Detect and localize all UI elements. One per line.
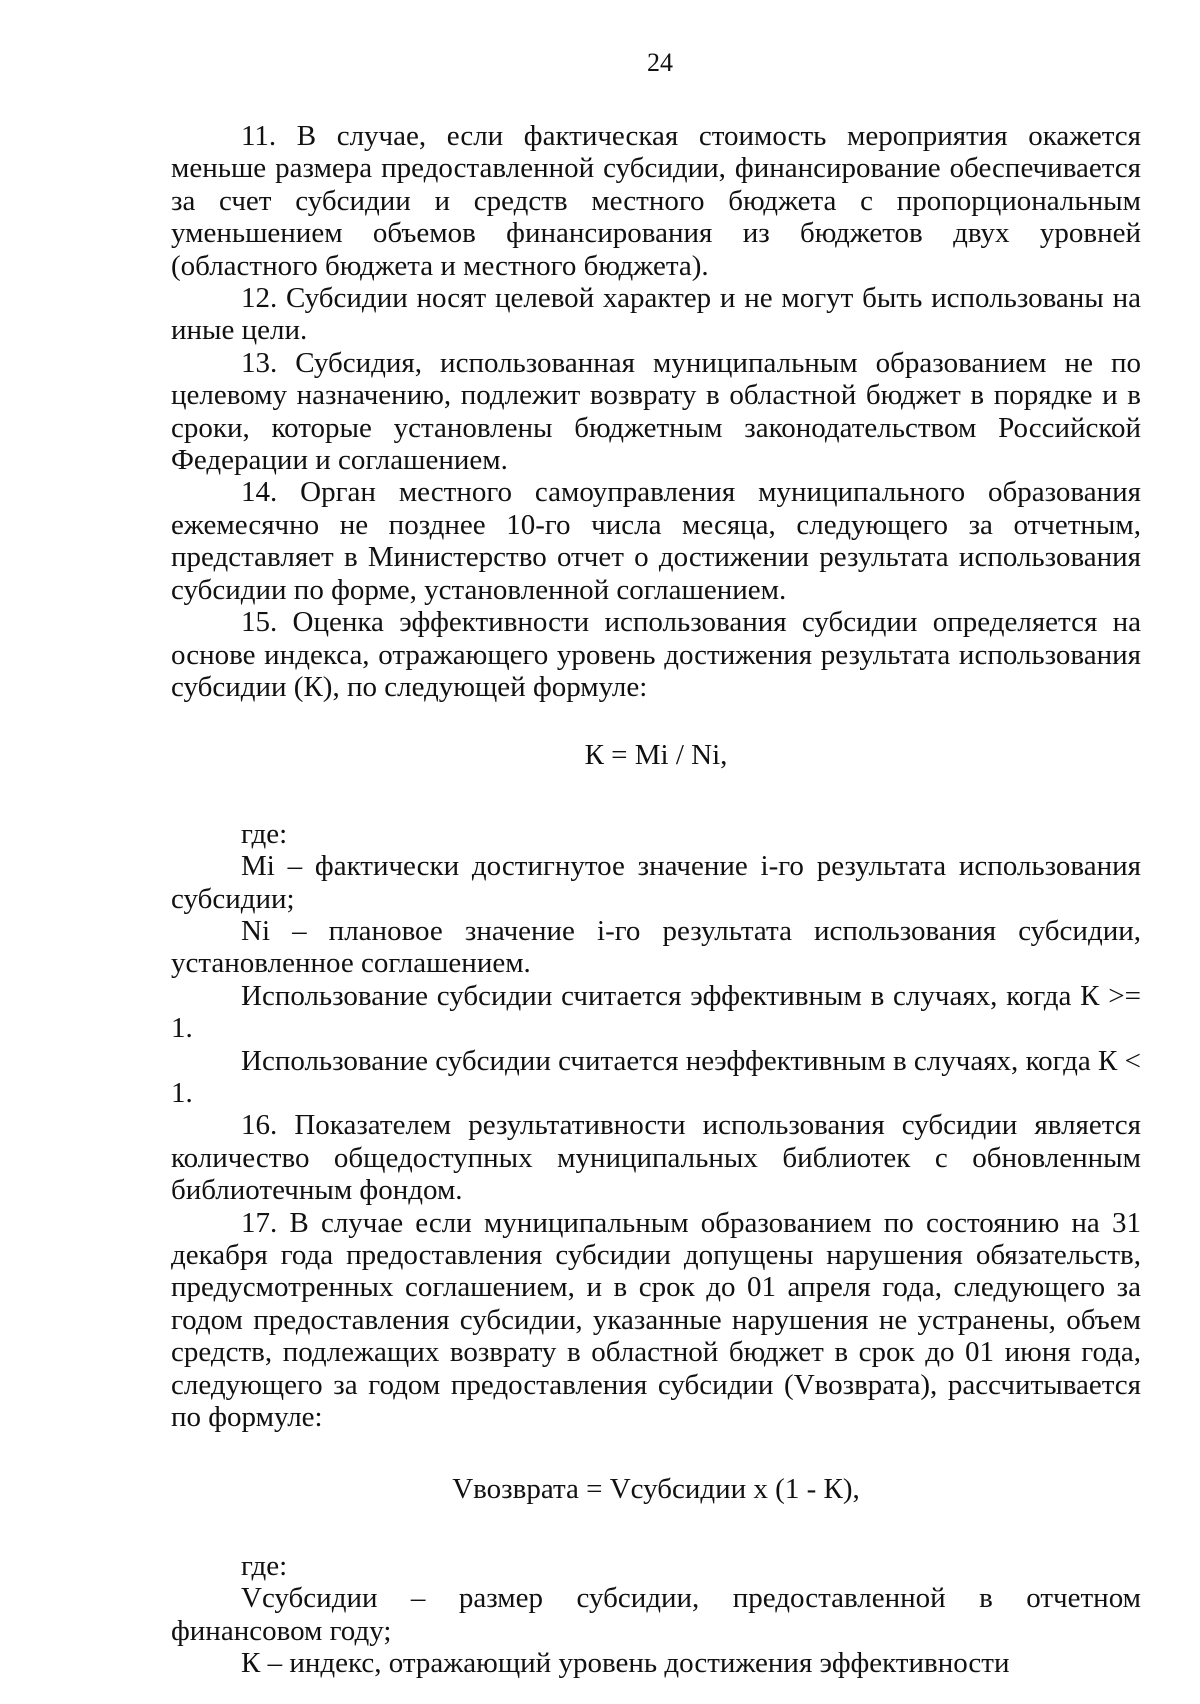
definition-k: К – индекс, отражающий уровень достижения эффективности [241,1647,1010,1680]
definition-ni: Ni – плановое значение i-го результата использования субсидии, установленное соглашением. [171,914,1141,980]
paragraph-11: 11. В случае, если фактическая стоимость мероприятия окажется меньше размера предоставленной субсидии, финансирование обеспечивается за счет субсидии и средств местного бюджета с пропорциональным уменьшением объемов финансирования из бюджетов двух уровней (областного бюджета и местного бюджета). [171,120,1141,282]
where-label: где: [241,817,288,850]
definition-vsubsidy: Vсубсидии – размер субсидии, предоставленной в отчетном финансовом году; [171,1582,1141,1647]
ineffective-condition: Использование субсидии считается неэффективным в случаях, когда К < 1. [171,1044,1141,1109]
formula-return-amount: Vвозврата = Vсубсидии х (1 - К), [452,1473,860,1506]
paragraph-15: 15. Оценка эффективности использования субсидии определяется на основе индекса, отражающего уровень достижения результата использования субсидии (К), по следующей формуле: [171,606,1141,703]
paragraph-12: 12. Субсидии носят целевой характер и не могут быть использованы на иные цели. [171,282,1141,347]
formula-efficiency-index: К = Mi / Ni, [584,739,728,772]
paragraph-16: 16. Показателем результативности использования субсидии является количество общедоступных муниципальных библиотек с обновленным библиотечным фондом. [171,1109,1141,1207]
paragraph-13: 13. Субсидия, использованная муниципальным образованием не по целевому назначению, подлежит возврату в областной бюджет в порядке и в сроки, которые установлены бюджетным законодательством Российской Федерации и соглашением. [171,346,1141,477]
page-number: 24 [647,48,673,77]
paragraph-14: 14. Орган местного самоуправления муниципального образования ежемесячно не позднее 10-го числа месяца, следующего за отчетным, представляет в Министерство отчет о достижении результата использования субсидии по форме, установленной соглашением. [171,476,1141,606]
document-body [171,120,1141,1679]
effective-condition: Использование субсидии считается эффективным в случаях, когда К >= 1. [171,979,1141,1045]
paragraph-17: 17. В случае если муниципальным образованием по состоянию на 31 декабря года предоставления субсидии допущены нарушения обязательств, предусмотренных соглашением, и в срок до 01 апреля года, следующего за годом предоставления субсидии, указанные нарушения не устранены, объем средств, подлежащих возврату в областной бюджет в срок до 01 июня года, следующего за годом предоставления субсидии (Vвозврата), рассчитывается по формуле: [171,1206,1141,1434]
where-label: где: [241,1549,288,1582]
definition-mi: Mi – фактически достигнутое значение i-го результата использования субсидии; [171,850,1141,915]
